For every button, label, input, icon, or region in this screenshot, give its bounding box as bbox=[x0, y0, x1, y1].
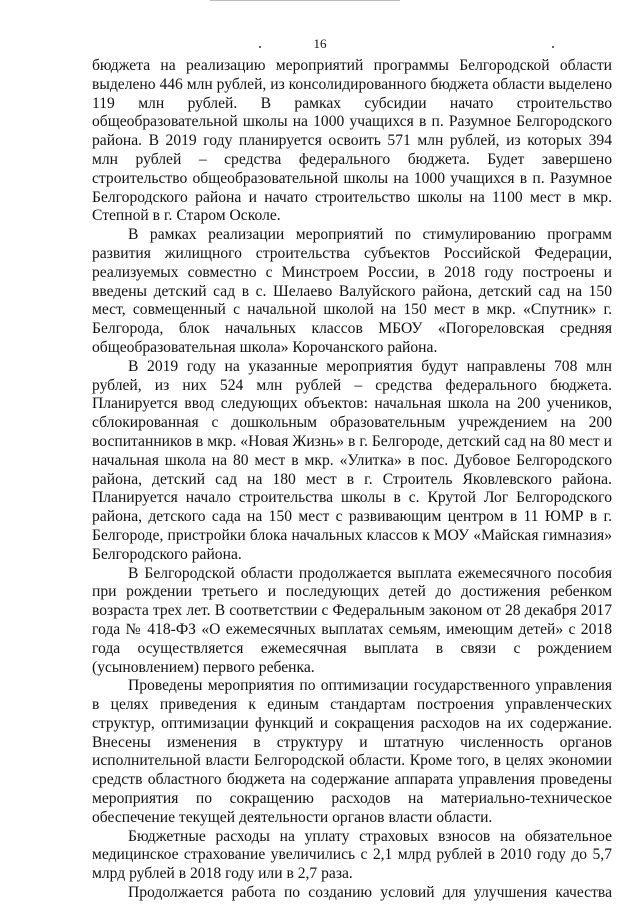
paragraph-quality-conditions: Продолжается работа по созданию условий для улучшения качества bbox=[128, 884, 612, 902]
paragraph-school-construction: бюджета на реализацию мероприятий программы Белгородской области выделено 446 млн рублей, из консолидированного бюджета области выделено 119 млн рублей. В рамках субсидии начато строительство общеобразовательной школы на 1000 учащихся в п. Разумное Белгородского района. В 2019 году планируется освоить 571 млн рублей, из которых 394 млн рублей – средства федерального бюджета. Будет завершено строительство общеобразовательной школы на 1000 учащихся в п. Разумное Белгородского района и начато строительство школы на 1100 мест в мкр. Степной в г. Старом Осколе. bbox=[92, 57, 612, 225]
paragraph-government-optimization: Проведены мероприятия по оптимизации государственного управления в целях приведения к единым стандартам построения управленческих структур, оптимизации функций и сокращения расходов на их содержание. Внесены изменения в структуру и штатную численность органов исполнительной власти Белгородской области. Кроме того, в целях экономии средств областного бюджета на содержание аппарата управления проведены мероприятия по сокращению расходов на материально-техническое обеспечение текущей деятельности органов власти области. bbox=[92, 677, 612, 826]
paragraph-insurance-expenses: Бюджетные расходы на уплату страховых взносов на обязательное медицинское страхование увеличились с 2,1 млрд рублей в 2010 году до 5,7 млрд рублей в 2018 году или в 2,7 раза. bbox=[92, 827, 612, 883]
page-number: 16 bbox=[313, 36, 327, 51]
paragraph-2019-plans: В 2019 году на указанные мероприятия будут направлены 708 млн рублей, из них 524 млн рублей – средства федерального бюджета. Планируется ввод следующих объектов: начальная школа на 200 учеников, сблокированная с дошкольным образовательным учреждением на 200 воспитанников в мкр. «Новая Жизнь» в г. Белгороде, детский сад на 80 мест и начальная школа на 80 мест в мкр. «Улитка» в пос. Дубовое Белгородского района, детский сад на 180 мест в г. Строитель Яковлевского района. Планируется начало строительства школы в с. Крутой Лог Белгородского района, детского сада на 150 мест с развивающим центром в 11 ЮМР в г. Белгороде, пристройки блока начальных классов к МОУ «Майская гимназия» Белгородского района. bbox=[92, 357, 612, 563]
paragraph-child-allowance: В Белгородской области продолжается выплата ежемесячного пособия при рождении третьего и последующих детей до достижения ребенком возраста трех лет. В соответствии с Федеральным законом от 28 декабря 2017 года № 418-ФЗ «О ежемесячных выплатах семьям, имеющим детей» с 2018 года осуществляется ежемесячная выплата в связи с рождением (усыновлением) первого ребенка. bbox=[92, 564, 612, 676]
paragraph-housing-program: В рамках реализации мероприятий по стимулированию программ развития жилищного строительства субъектов Российской Федерации, реализуемых совместно с Минстроем России, в 2018 году построены и введены детский сад в с. Шелаево Валуйского района, детский сад на 150 мест, совмещенный с начальной школой на 150 мест в мкр. «Спутник» г. Белгорода, блок начальных классов МБОУ «Погореловская средняя общеобразовательная школа» Корочанского района. bbox=[92, 226, 612, 356]
body-text bbox=[92, 57, 612, 903]
scan-edge-mark bbox=[210, 0, 400, 4]
